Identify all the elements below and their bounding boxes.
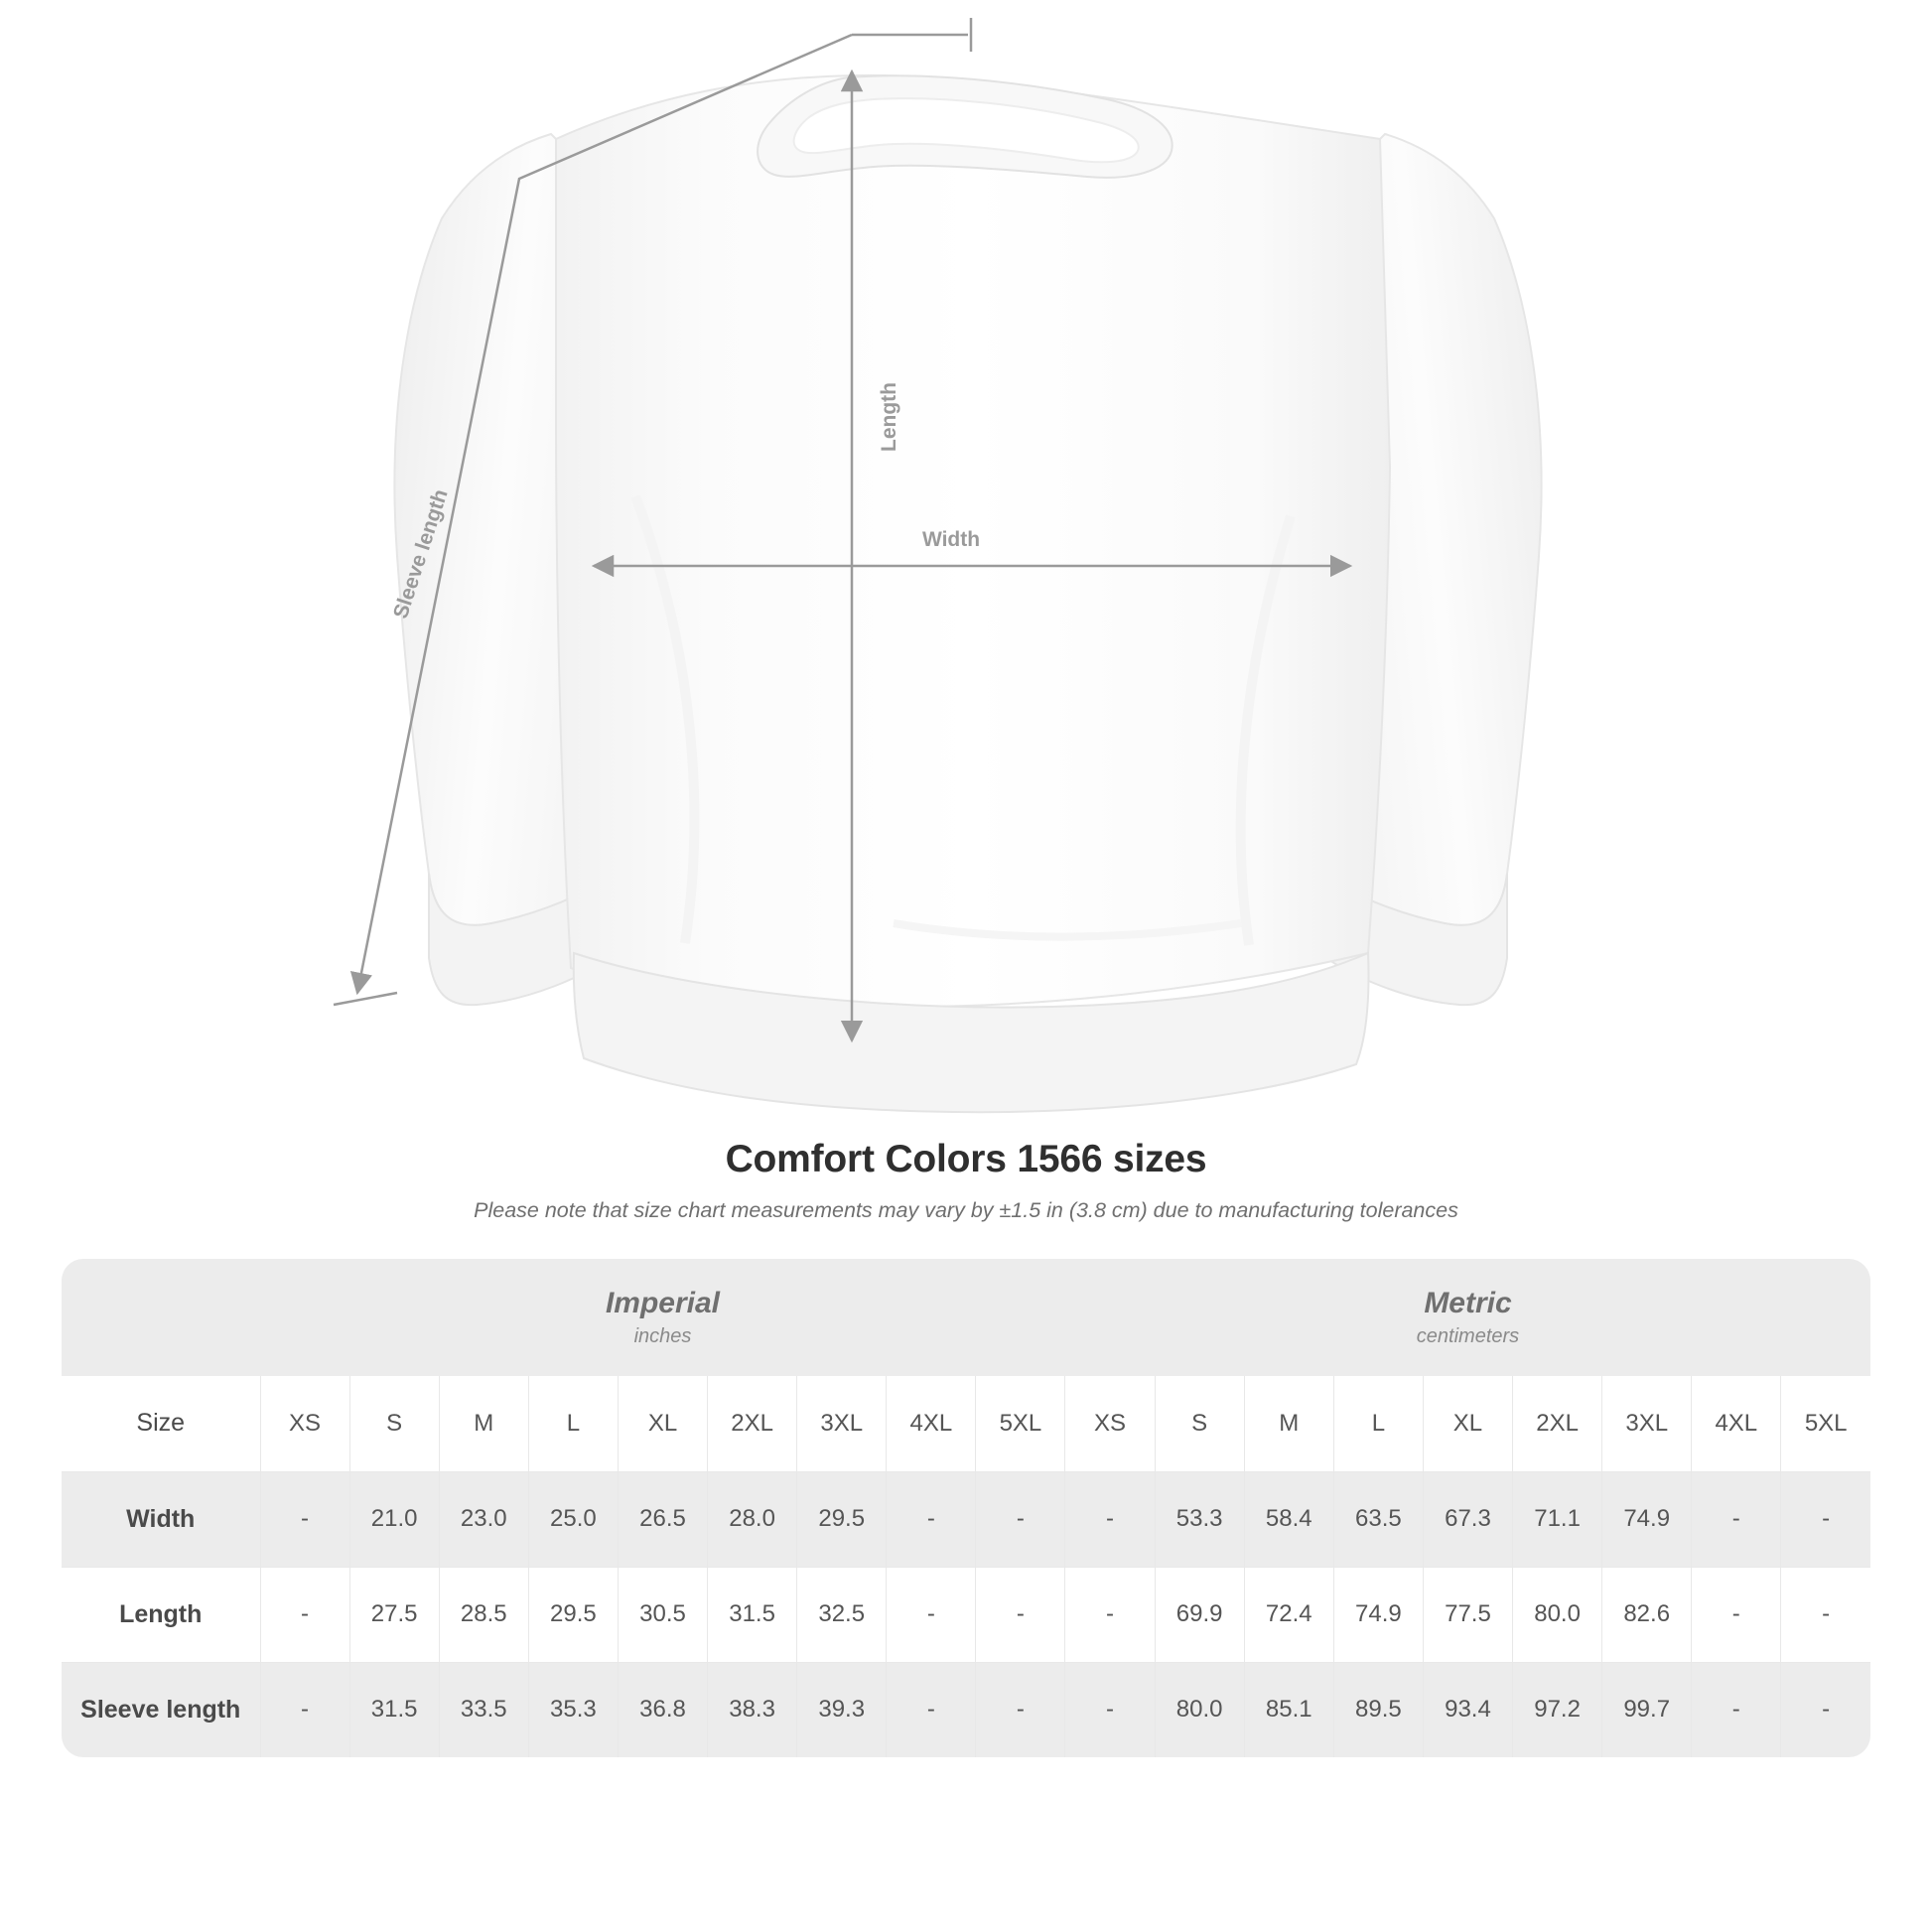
width-label: Width [921, 528, 981, 551]
tolerance-note: Please note that size chart measurements may vary by ±1.5 in (3.8 cm) due to manufacturing tolerances [474, 1198, 1458, 1222]
cell-width-imperial-3xl: 29.5 [797, 1471, 887, 1567]
cell-width-metric-s: 53.3 [1155, 1471, 1244, 1567]
size-col-metric-s: S [1155, 1376, 1244, 1471]
size-table [62, 1259, 1870, 1757]
cell-length-imperial-xs: - [260, 1567, 349, 1662]
size-col-imperial-m: M [439, 1376, 528, 1471]
cell-sleeve-metric-xl: 93.4 [1423, 1662, 1512, 1757]
cell-width-imperial-xs: - [260, 1471, 349, 1567]
size-col-imperial-2xl: 2XL [708, 1376, 797, 1471]
cell-length-metric-xs: - [1065, 1567, 1155, 1662]
cell-length-imperial-s: 27.5 [349, 1567, 439, 1662]
cell-sleeve-imperial-m: 33.5 [439, 1662, 528, 1757]
cell-sleeve-metric-xs: - [1065, 1662, 1155, 1757]
cell-sleeve-imperial-4xl: - [887, 1662, 976, 1757]
unit-header-spacer [62, 1259, 260, 1376]
sweatshirt-shape [394, 75, 1541, 1112]
size-col-imperial-5xl: 5XL [976, 1376, 1065, 1471]
size-col-imperial-xs: XS [260, 1376, 349, 1471]
cell-sleeve-imperial-2xl: 38.3 [708, 1662, 797, 1757]
row-label-sleeve-length: Sleeve length [62, 1662, 260, 1757]
cell-sleeve-metric-l: 89.5 [1333, 1662, 1423, 1757]
size-col-metric-4xl: 4XL [1692, 1376, 1781, 1471]
cell-length-imperial-xl: 30.5 [618, 1567, 707, 1662]
cell-width-imperial-l: 25.0 [528, 1471, 618, 1567]
cell-width-metric-l: 63.5 [1333, 1471, 1423, 1567]
cell-width-metric-4xl: - [1692, 1471, 1781, 1567]
row-label-length: Length [62, 1567, 260, 1662]
size-col-metric-xl: XL [1423, 1376, 1512, 1471]
size-col-imperial-l: L [528, 1376, 618, 1471]
cell-sleeve-imperial-l: 35.3 [528, 1662, 618, 1757]
size-col-imperial-4xl: 4XL [887, 1376, 976, 1471]
cell-length-imperial-2xl: 31.5 [708, 1567, 797, 1662]
cell-width-imperial-xl: 26.5 [618, 1471, 707, 1567]
unit-sub-imperial: inches [633, 1325, 692, 1347]
cell-sleeve-metric-3xl: 99.7 [1602, 1662, 1692, 1757]
cell-sleeve-metric-s: 80.0 [1155, 1662, 1244, 1757]
cell-sleeve-imperial-s: 31.5 [349, 1662, 439, 1757]
cell-width-metric-xs: - [1065, 1471, 1155, 1567]
unit-header-imperial [260, 1259, 1065, 1376]
unit-name-metric: Metric [1424, 1287, 1512, 1319]
cell-length-metric-s: 69.9 [1155, 1567, 1244, 1662]
cell-sleeve-imperial-xs: - [260, 1662, 349, 1757]
size-col-imperial-3xl: 3XL [797, 1376, 887, 1471]
size-col-imperial-s: S [349, 1376, 439, 1471]
cell-width-metric-3xl: 74.9 [1602, 1471, 1692, 1567]
cell-sleeve-imperial-xl: 36.8 [618, 1662, 707, 1757]
cell-width-metric-5xl: - [1781, 1471, 1870, 1567]
unit-name-imperial: Imperial [605, 1287, 721, 1319]
table-row [62, 1567, 1870, 1662]
cell-width-imperial-2xl: 28.0 [708, 1471, 797, 1567]
cell-sleeve-metric-2xl: 97.2 [1513, 1662, 1602, 1757]
size-col-metric-m: M [1244, 1376, 1333, 1471]
size-col-metric-2xl: 2XL [1513, 1376, 1602, 1471]
unit-sub-metric: centimeters [1416, 1325, 1520, 1347]
cell-length-metric-m: 72.4 [1244, 1567, 1333, 1662]
length-label: Length [878, 382, 900, 452]
cell-sleeve-imperial-3xl: 39.3 [797, 1662, 887, 1757]
size-col-metric-l: L [1333, 1376, 1423, 1471]
cell-width-imperial-m: 23.0 [439, 1471, 528, 1567]
table-row [62, 1662, 1870, 1757]
size-header-label: Size [62, 1376, 260, 1471]
cell-length-imperial-4xl: - [887, 1567, 976, 1662]
cell-length-metric-2xl: 80.0 [1513, 1567, 1602, 1662]
table-row [62, 1471, 1870, 1567]
unit-header-metric [1065, 1259, 1870, 1376]
sleeve-length-label: Sleeve length [388, 486, 453, 621]
cell-length-metric-3xl: 82.6 [1602, 1567, 1692, 1662]
cell-sleeve-metric-4xl: - [1692, 1662, 1781, 1757]
cell-width-imperial-5xl: - [976, 1471, 1065, 1567]
row-label-width: Width [62, 1471, 260, 1567]
size-header-row [62, 1376, 1870, 1471]
size-col-imperial-xl: XL [618, 1376, 707, 1471]
sleeve-bottom-tick [334, 993, 397, 1005]
cell-length-metric-l: 74.9 [1333, 1567, 1423, 1662]
title-block [0, 1138, 1932, 1223]
cell-length-metric-4xl: - [1692, 1567, 1781, 1662]
cell-width-imperial-s: 21.0 [349, 1471, 439, 1567]
cell-width-metric-2xl: 71.1 [1513, 1471, 1602, 1567]
cell-length-metric-xl: 77.5 [1423, 1567, 1512, 1662]
cell-length-metric-5xl: - [1781, 1567, 1870, 1662]
size-table-wrapper [62, 1259, 1870, 1757]
size-col-metric-xs: XS [1065, 1376, 1155, 1471]
cell-sleeve-metric-m: 85.1 [1244, 1662, 1333, 1757]
page-title: Comfort Colors 1566 sizes [725, 1138, 1207, 1180]
cell-length-imperial-5xl: - [976, 1567, 1065, 1662]
cell-length-imperial-l: 29.5 [528, 1567, 618, 1662]
size-col-metric-5xl: 5XL [1781, 1376, 1870, 1471]
cell-sleeve-imperial-5xl: - [976, 1662, 1065, 1757]
cell-width-metric-xl: 67.3 [1423, 1471, 1512, 1567]
unit-header-row [62, 1259, 1870, 1376]
cell-length-imperial-3xl: 32.5 [797, 1567, 887, 1662]
cell-width-metric-m: 58.4 [1244, 1471, 1333, 1567]
size-col-metric-3xl: 3XL [1602, 1376, 1692, 1471]
cell-sleeve-metric-5xl: - [1781, 1662, 1870, 1757]
cell-width-imperial-4xl: - [887, 1471, 976, 1567]
cell-length-imperial-m: 28.5 [439, 1567, 528, 1662]
